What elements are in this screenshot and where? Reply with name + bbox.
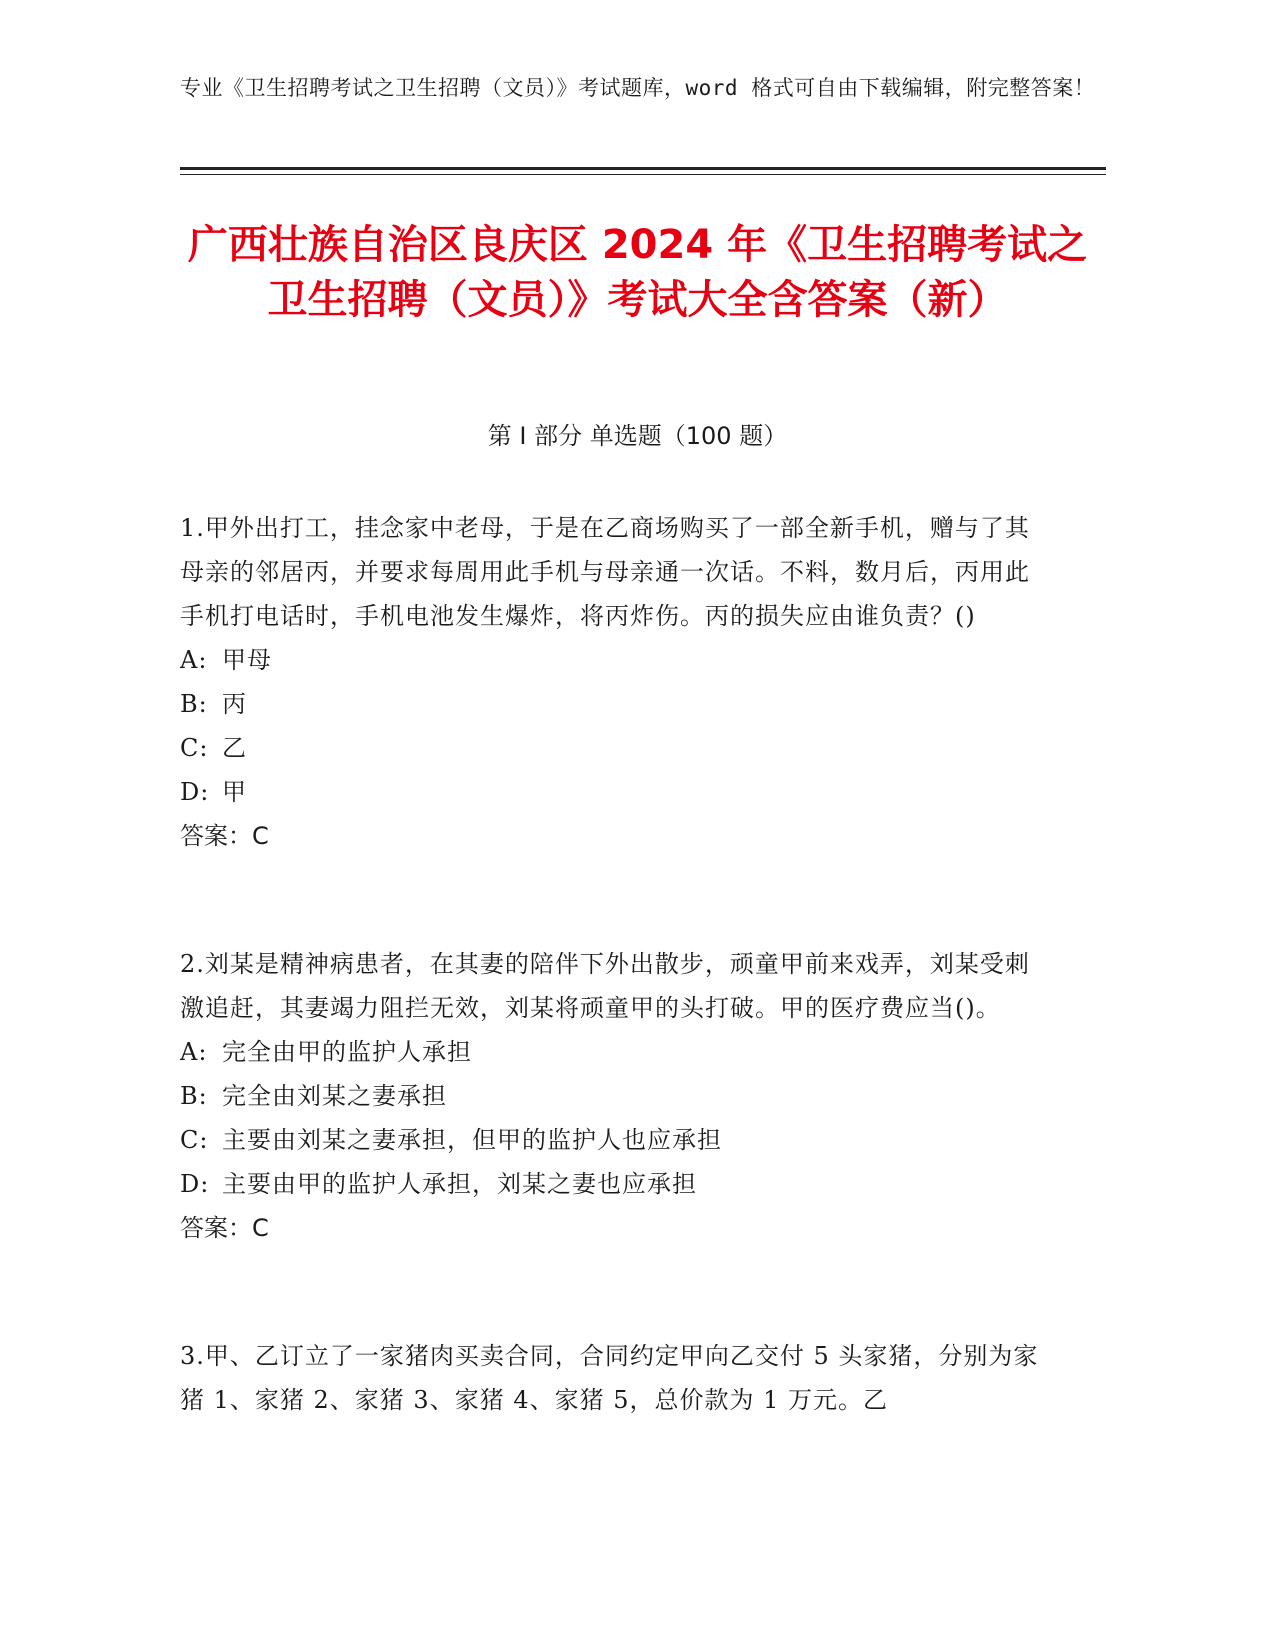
question-stem: 1.甲外出打工，挂念家中老母，于是在乙商场购买了一部全新手机，赠与了其母亲的邻居丙，并要求每周用此手机与母亲通一次话。不料，数月后，丙用此手机打电话时，手机电池发生爆炸，将丙炸伤。丙的损失应由谁负责？() xyxy=(180,514,1030,630)
option-d xyxy=(180,1162,1040,1206)
option-text: 乙 xyxy=(222,734,247,762)
option-c xyxy=(180,1118,1040,1162)
question-3 xyxy=(180,1334,1040,1422)
answer: 答案：C xyxy=(180,822,269,850)
option-letter: A: xyxy=(180,646,208,674)
question-stem: 3.甲、乙订立了一家猪肉买卖合同，合同约定甲向乙交付 5 头家猪，分别为家猪 1、家猪 2、家猪 3、家猪 4、家猪 5，总价款为 1 万元。乙 xyxy=(180,1342,1039,1414)
option-text: 完全由甲的监护人承担 xyxy=(222,1038,472,1066)
option-b xyxy=(180,1074,1040,1118)
option-a xyxy=(180,1030,1040,1074)
answer: 答案：C xyxy=(180,1214,269,1242)
question-2 xyxy=(180,942,1040,1250)
question-stem: 2.刘某是精神病患者，在其妻的陪伴下外出散步，顽童甲前来戏弄，刘某受刺激追赶，其妻竭力阻拦无效，刘某将顽童甲的头打破。甲的医疗费应当()。 xyxy=(180,950,1030,1022)
option-letter: A: xyxy=(180,1038,208,1066)
option-c xyxy=(180,726,1040,770)
header-note: 专业《卫生招聘考试之卫生招聘（文员）》考试题库，word 格式可自由下载编辑，附完整答案！ xyxy=(180,76,1096,100)
header-divider-thin xyxy=(180,174,1106,175)
question-1 xyxy=(180,506,1040,858)
option-text: 甲 xyxy=(222,778,247,806)
option-text: 主要由甲的监护人承担，刘某之妻也应承担 xyxy=(222,1170,697,1198)
option-letter: B: xyxy=(180,1082,208,1110)
option-letter: C: xyxy=(180,1126,209,1154)
option-a xyxy=(180,638,1040,682)
option-letter: B: xyxy=(180,690,208,718)
option-d xyxy=(180,770,1040,814)
option-text: 丙 xyxy=(222,690,247,718)
option-letter: D: xyxy=(180,778,210,806)
option-text: 甲母 xyxy=(222,646,272,674)
header-divider-thick xyxy=(180,167,1106,170)
option-text: 完全由刘某之妻承担 xyxy=(222,1082,447,1110)
option-letter: D: xyxy=(180,1170,210,1198)
section-title: 第 I 部分 单选题（100 题） xyxy=(487,422,788,450)
document-title: 广西壮族自治区良庆区 2024 年《卫生招聘考试之卫生招聘（文员）》考试大全含答案（新） xyxy=(187,222,1088,323)
option-b xyxy=(180,682,1040,726)
option-letter: C: xyxy=(180,734,209,762)
option-text: 主要由刘某之妻承担，但甲的监护人也应承担 xyxy=(222,1126,722,1154)
